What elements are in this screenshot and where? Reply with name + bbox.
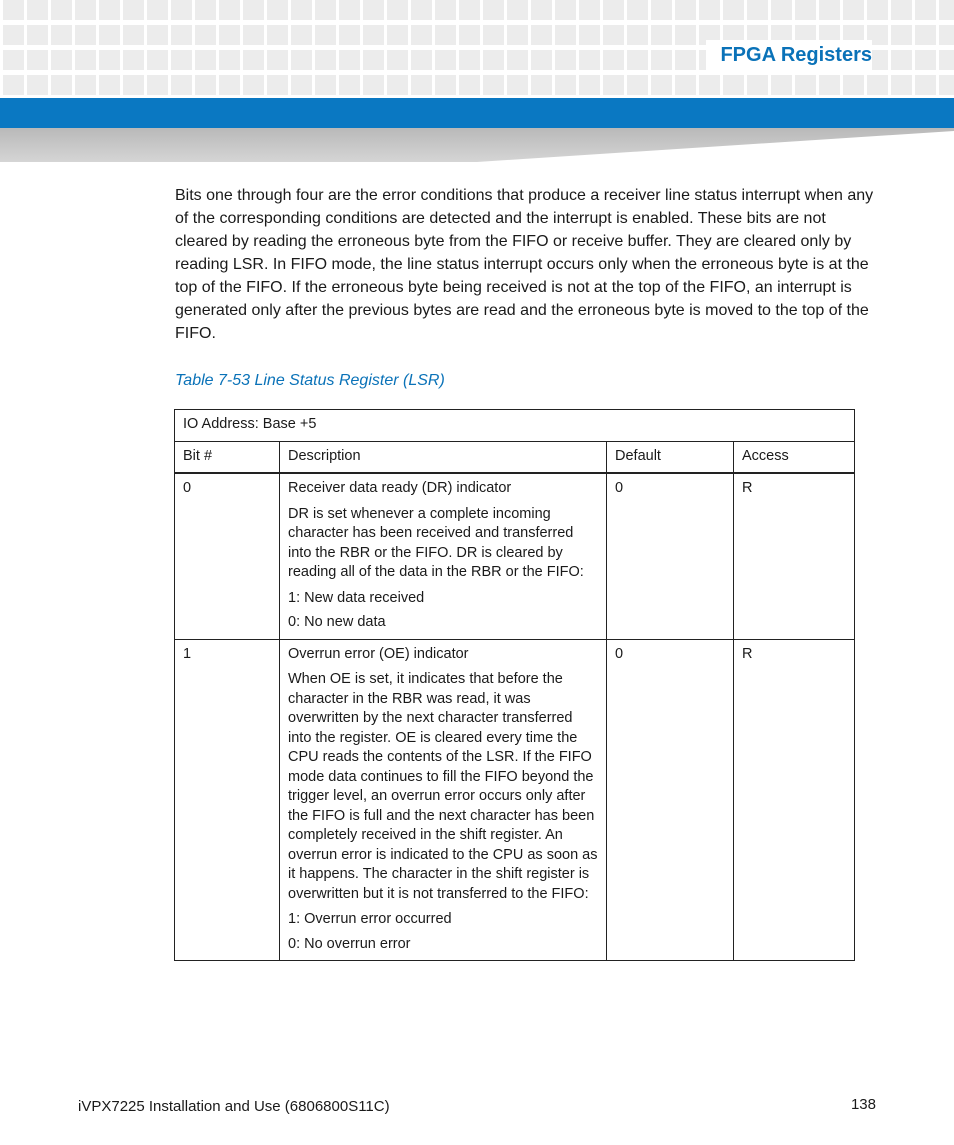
default-cell: 0 bbox=[607, 473, 734, 639]
column-header-description: Description bbox=[280, 441, 607, 473]
default-cell: 0 bbox=[607, 639, 734, 961]
description-value: 1: Overrun error occurred bbox=[288, 911, 452, 927]
column-header-access: Access bbox=[734, 441, 855, 473]
footer-document-title: iVPX7225 Installation and Use (6806800S11C) bbox=[78, 1098, 390, 1115]
description-cell bbox=[280, 639, 607, 961]
column-header-default: Default bbox=[607, 441, 734, 473]
description-title: Receiver data ready (DR) indicator bbox=[288, 480, 512, 496]
bit-cell: 1 bbox=[175, 639, 280, 961]
column-header-bit: Bit # bbox=[175, 441, 280, 473]
access-cell: R bbox=[734, 473, 855, 639]
page-section-title: FPGA Registers bbox=[706, 40, 872, 71]
table-row bbox=[175, 639, 855, 961]
description-value: 0: No new data bbox=[288, 614, 386, 630]
description-body: DR is set whenever a complete incoming character has been received and transferred into the RBR or the FIFO. DR is cleared by reading all of the data in the RBR or the FIFO: bbox=[288, 505, 584, 580]
io-address-cell: IO Address: Base +5 bbox=[175, 410, 855, 442]
intro-paragraph: Bits one through four are the error conditions that produce a receiver line status interrupt when any of the corresponding conditions are detected and the interrupt is enabled. These bits are not cleared by reading the erroneous byte from the FIFO or receive buffer. They are cleared only by reading LSR. In FIFO mode, the line status interrupt occurs only when the erroneous byte is at the top of the FIFO. If the erroneous byte being received is not at the top of the FIFO, an interrupt is generated only after the previous bytes are read and the erroneous byte is moved to the top of the FIFO. bbox=[175, 187, 874, 342]
io-address-row bbox=[175, 410, 855, 442]
header-blue-band bbox=[0, 98, 954, 128]
footer-page-number: 138 bbox=[850, 1096, 876, 1113]
description-body: When OE is set, it indicates that before the character in the RBR was read, it was overwritten by the next character transferred into the register. OE is cleared every time the CPU reads the contents of the LSR. If the FIFO mode data continues to fill the FIFO beyond the trigger level, an overrun error occurs only after the FIFO is full and the next character has been completely received in the shift register. An overrun error is indicated to the CPU as soon as it happens. The character in the shift register is overwritten but it is not transferred to the FIFO: bbox=[288, 671, 598, 902]
header-gray-band bbox=[0, 128, 954, 162]
description-title: Overrun error (OE) indicator bbox=[288, 645, 469, 662]
bit-cell: 0 bbox=[175, 473, 280, 639]
description-cell bbox=[280, 473, 607, 639]
description-value: 1: New data received bbox=[288, 589, 425, 606]
table-row bbox=[175, 473, 855, 639]
register-table bbox=[174, 409, 855, 961]
table-caption: Table 7-53 Line Status Register (LSR) bbox=[175, 372, 445, 389]
description-value: 0: No overrun error bbox=[288, 935, 411, 952]
access-cell: R bbox=[734, 639, 855, 961]
table-header-row bbox=[175, 441, 855, 473]
